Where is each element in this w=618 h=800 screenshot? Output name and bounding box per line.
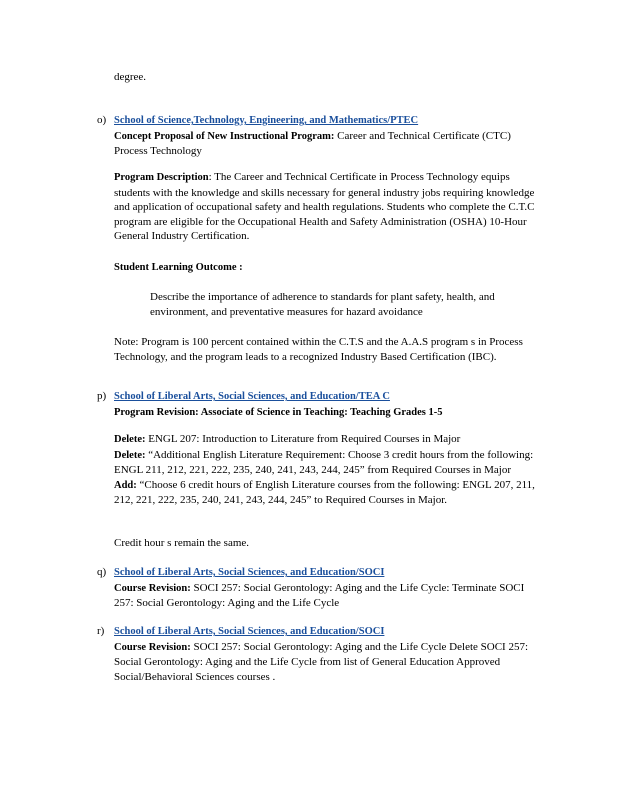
- course-revision-label-r: Course Revision:: [114, 641, 191, 653]
- credit-note: Credit hour s remain the same.: [114, 537, 250, 549]
- course-revision-text-q: SOCI 257: Social Gerontology: Aging and the Life Cycle: Terminate SOCI 257: Social Gerontology: Aging and the Life Cycle: [114, 581, 525, 609]
- course-revision-text-r: SOCI 257: Social Gerontology: Aging and the Life Cycle Delete SOCI 257: Social Gerontology: Aging and the Life Cycle from list of General Education Approved Social/Behavioral Sciences courses .: [114, 640, 529, 683]
- item-r: [114, 624, 544, 684]
- continuation-text: degree.: [114, 71, 147, 83]
- proposal-label: Concept Proposal of New Instructional Program:: [114, 130, 335, 142]
- revision-label: Program Revision: Associate of Science in Teaching: Teaching Grades 1-5: [114, 406, 443, 418]
- school-link-ptec[interactable]: School of Science,Technology, Engineering, and Mathematics/PTEC: [114, 115, 419, 126]
- outcome-label: Student Learning Outcome :: [114, 262, 243, 273]
- item-p: [114, 389, 544, 420]
- program-description: [114, 170, 544, 244]
- program-note: Note: Program is 100 percent contained within the C.T.S and the A.A.S program s in Process Technology, and the program leads to a recognized Industry Based Certification (IBC).: [114, 336, 523, 363]
- item-marker-r: r): [97, 625, 105, 637]
- course-revision-label-q: Course Revision:: [114, 582, 191, 594]
- description-label: Program Description: [114, 172, 209, 183]
- school-link-teac[interactable]: School of Liberal Arts, Social Sciences, and Education/TEA C: [114, 391, 390, 402]
- revision-changes: [114, 432, 544, 508]
- item-marker-o: o): [97, 114, 107, 126]
- delete2-label: Delete:: [114, 449, 146, 461]
- item-q: [114, 565, 544, 611]
- item-marker-p: p): [97, 390, 107, 402]
- school-link-soci-r[interactable]: School of Liberal Arts, Social Sciences, and Education/SOCI: [114, 626, 385, 637]
- item-marker-q: q): [97, 566, 107, 578]
- delete1-label: Delete:: [114, 434, 146, 445]
- proposal-text: Career and Technical Certificate (CTC) Process Technology: [114, 129, 511, 157]
- outcome-bullet-text: Describe the importance of adherence to standards for plant safety, health, and environment, and preventative measures for hazard avoidance: [150, 291, 495, 318]
- add-label: Add:: [114, 479, 137, 491]
- school-link-soci-q[interactable]: School of Liberal Arts, Social Sciences, and Education/SOCI: [114, 567, 385, 578]
- add-text: “Choose 6 credit hours of English Literature courses from the following: ENGL 207, 211, 212, 221, 222, 235, 240, 241, 243, 244, 245” to Required Courses in Major.: [114, 478, 535, 506]
- delete1-text: ENGL 207: Introduction to Literature from Required Courses in Major: [145, 433, 461, 445]
- item-o: [114, 113, 544, 159]
- description-text: : The Career and Technical Certificate in Process Technology equips students with the knowledge and skills necessary for general industry jobs requiring knowledge and application of occupational safety and health regulations. Students who complete the C.T.C program are eligible for the Occupational Health and Safety Administration (OSHA) 10-Hour General Industry Certification.: [114, 171, 535, 242]
- outcome-heading: [114, 260, 544, 276]
- delete2-text: “Additional English Literature Requirement: Choose 3 credit hours from the following: ENGL 211, 212, 221, 222, 235, 240, 241, 243, 244, 245” from Required Courses in Major: [114, 448, 534, 476]
